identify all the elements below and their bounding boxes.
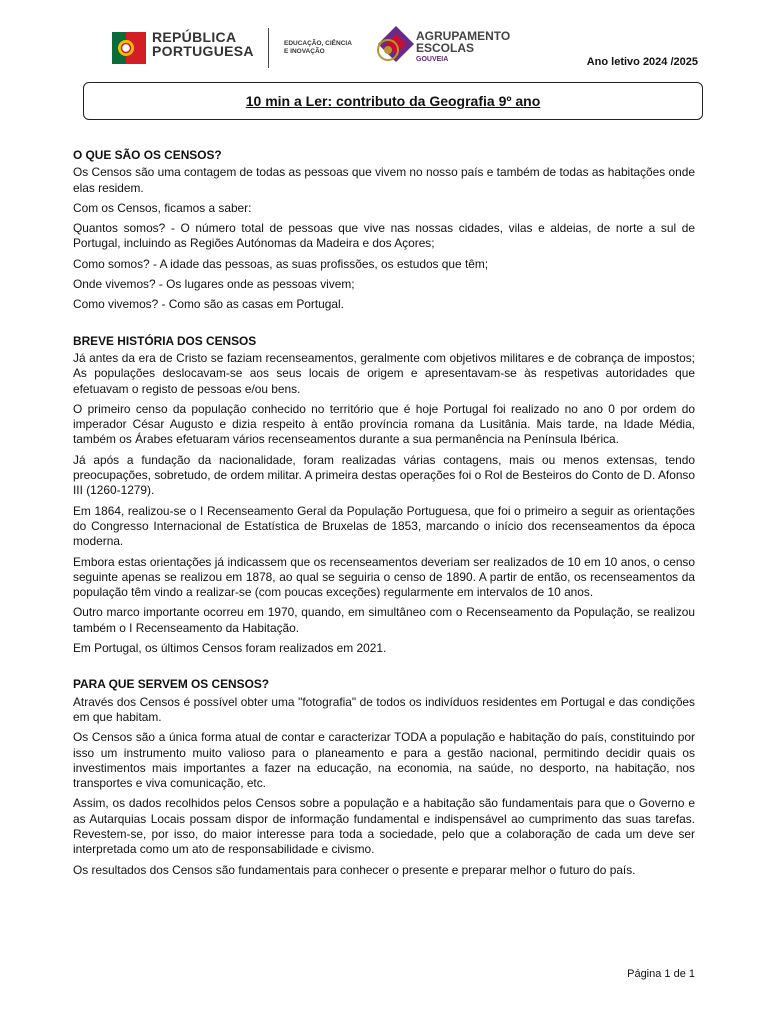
paragraph: Os resultados dos Censos são fundamentais para conhecer o presente e preparar melhor o futuro do país. (73, 862, 636, 877)
agrupamento-line-2: ESCOLAS (416, 41, 475, 55)
document-body (73, 148, 695, 899)
republica-line: REPÚBLICA (152, 29, 237, 45)
paragraph: Outro marco importante ocorreu em 1970, quando, em simultâneo com o Recenseamento da População, se realizou também o I Recenseamento da Habitação. (73, 605, 695, 635)
agrupamento-line-1: AGRUPAMENTO (416, 29, 511, 43)
page-title: 10 min a Ler: contributo da Geografia 9º ano (245, 93, 541, 109)
section-heading: PARA QUE SERVEM OS CENSOS? (73, 677, 270, 692)
section-heading: BREVE HISTÓRIA DOS CENSOS (73, 333, 257, 348)
ministerio-line-2: E INOVAÇÃO (284, 48, 325, 55)
paragraph: Os Censos são uma contagem de todas as pessoas que vivem no nosso país e também de todas as habitações onde elas residem. (73, 165, 695, 195)
republica-portuguesa-text (152, 30, 254, 58)
page-header (112, 24, 698, 72)
paragraph: Já antes da era de Cristo se faziam recenseamentos, geralmente com objetivos militares e de cobrança de impostos; As populações deslocavam-se aos seus locais de origem e apresentavam-se às respetivas autoridades que efetuavam o registo de pessoas e/ou bens. (73, 350, 695, 396)
page-number: Página 1 de 1 (627, 968, 695, 980)
agrupamento-place: GOUVEIA (416, 56, 449, 63)
paragraph: Em 1864, realizou-se o I Recenseamento Geral da População Portuguesa, que foi o primeiro a seguir as orientações do Congresso Internacional de Estatística de Bruxelas de 1853, marcando o início dos recenseamentos da época moderna. (73, 503, 695, 549)
section-o-que-sao (73, 148, 695, 313)
paragraph: Como somos? - A idade das pessoas, as suas profissões, os estudos que têm; (73, 256, 489, 271)
header-divider (268, 28, 269, 68)
paragraph: Já após a fundação da nacionalidade, foram realizadas várias contagens, mais ou menos extensas, tendo preocupações, sobretudo, de ordem militar. A primeira destas operações foi o Rol de Besteiros do Conto de D. Afonso III (1260-1279). (73, 452, 695, 498)
paragraph: Onde vivemos? - Os lugares onde as pessoas vivem; (73, 277, 355, 292)
paragraph: Quantos somos? - O número total de pessoas que vive nas nossas cidades, vilas e aldeias, de norte a sul de Portugal, incluindo as Regiões Autónomas da Madeira e dos Açores; (73, 221, 695, 251)
agrupamento-logo (374, 24, 418, 70)
section-para-que-servem (73, 677, 695, 878)
paragraph: Como vivemos? - Como são as casas em Portugal. (73, 297, 344, 312)
ministerio-text (284, 40, 352, 56)
paragraph: Em Portugal, os últimos Censos foram realizados em 2021. (73, 641, 387, 656)
paragraph: Através dos Censos é possível obter uma "fotografia" de todos os indivíduos residentes em Portugal e das condições em que habitam. (73, 694, 695, 724)
title-box (83, 82, 703, 120)
paragraph: Os Censos são a única forma atual de contar e caracterizar TODA a população e habitação do país, constituindo por isso um instrumento muito valioso para o planeamento e para a gestão nacional, permitindo decidir quais os investimentos mais importantes a fazer na educação, na economia, na saúde, no desporto, na habitação, nos transportes e viva comunicação, etc. (73, 730, 695, 791)
paragraph: O primeiro censo da população conhecido no território que é hoje Portugal foi realizado no ano 0 por ordem do imperador César Augusto e dizia respeito à então província romana da Lusitânia. Mais tarde, na Idade Média, também os Árabes efetuaram vários recenseamentos durante a sua permanência na Península Ibérica. (73, 401, 695, 447)
paragraph: Com os Censos, ficamos a saber: (73, 200, 252, 215)
section-breve-historia (73, 334, 695, 657)
republica-portuguesa-logo (112, 28, 148, 68)
portuguesa-line: PORTUGUESA (152, 43, 254, 59)
paragraph: Assim, os dados recolhidos pelos Censos sobre a população e a habitação são fundamentais para que o Governo e as Autarquias Locais possam dispor de informação fundamental e indispensável ao cumprimento das suas tarefas. Revestem-se, por isso, do maior interesse para toda a sociedade, pelo que a colaboração de cada um deve ser interpretada como um ato de responsabilidade e civismo. (73, 796, 695, 857)
paragraph: Embora estas orientações já indicassem que os recenseamentos deveriam ser realizados de 10 em 10 anos, o censo seguinte apenas se realizou em 1878, ao qual se seguiria o censo de 1890. A partir de então, os recenseamentos da população têm vindo a realizar-se (com poucas exceções) regularmente em intervalos de 10 anos. (73, 554, 695, 600)
section-heading: O QUE SÃO OS CENSOS? (73, 148, 222, 162)
ano-letivo: Ano letivo 2024 /2025 (586, 56, 698, 68)
agrupamento-text (416, 30, 510, 54)
ministerio-line-1: EDUCAÇÃO, CIÊNCIA (284, 40, 352, 47)
